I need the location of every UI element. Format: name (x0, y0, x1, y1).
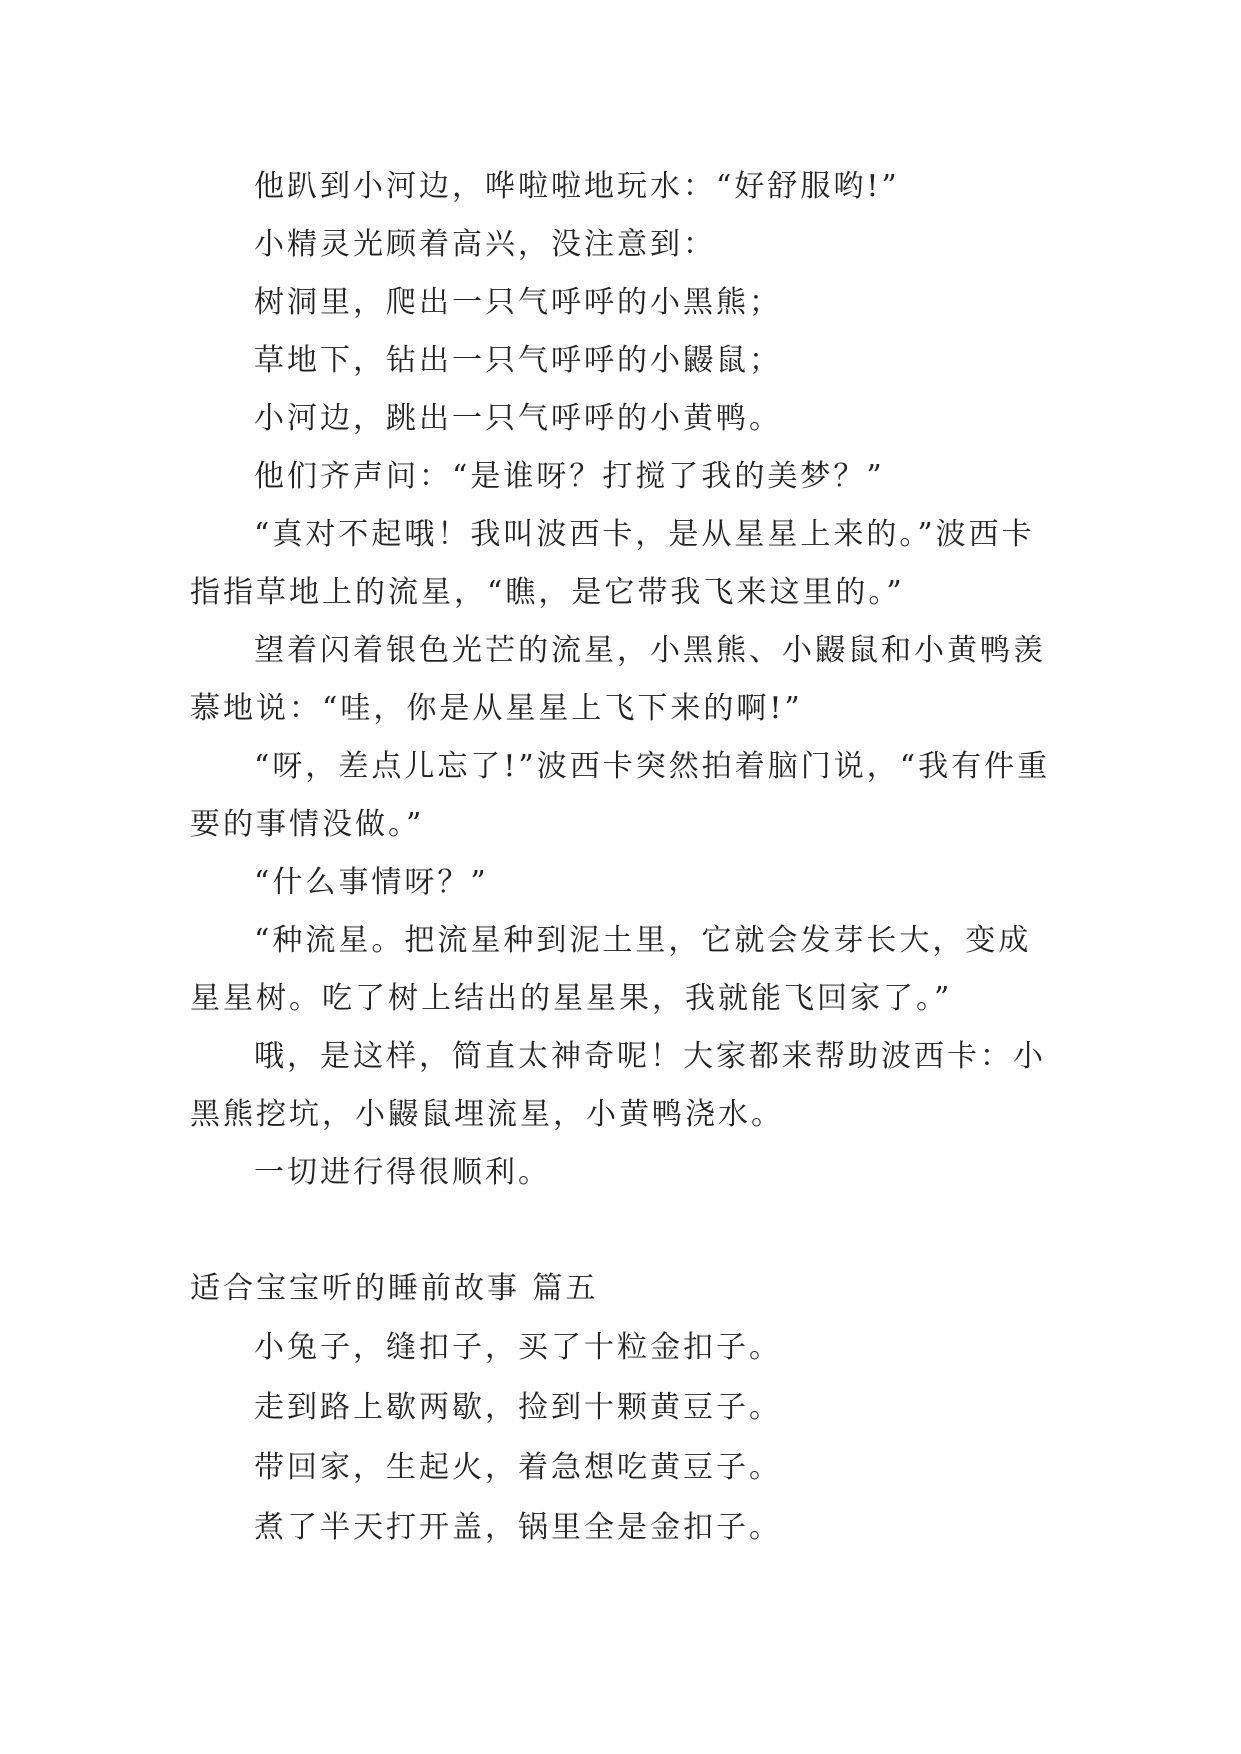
paragraph: “真对不起哦！我叫波西卡，是从星星上来的。”波西卡指指草地上的流星，“瞧，是它带我飞来这里的。” (190, 517, 1035, 610)
paragraph: 他趴到小河边，哗啦啦地玩水：“好舒服哟!” (254, 169, 900, 204)
verse-line: 走到路上歇两歇，捡到十颗黄豆子。 (254, 1390, 782, 1425)
document-body (190, 158, 1060, 1558)
paragraph: “呀，差点儿忘了!”波西卡突然拍着脑门说，“我有件重要的事情没做。” (190, 749, 1051, 842)
paragraph: 哦，是这样，简直太神奇呢！大家都来帮助波西卡：小黑熊挖坑，小鼹鼠埋流星，小黄鸭浇水。 (190, 1039, 1046, 1132)
paragraph: 他们齐声问：“是谁呀？打搅了我的美梦？” (254, 459, 885, 494)
verse-line: 小兔子，缝扣子，买了十粒金扣子。 (254, 1330, 782, 1365)
paragraph: 树洞里，爬出一只气呼呼的小黑熊； (254, 285, 782, 320)
paragraph: 小河边，跳出一只气呼呼的小黄鸭。 (254, 401, 782, 436)
verse-line: 煮了半天打开盖，锅里全是金扣子。 (254, 1510, 782, 1545)
paragraph: “种流星。把流星种到泥土里，它就会发芽长大，变成星星树。吃了树上结出的星星果，我就能飞回家了。” (190, 923, 1032, 1016)
paragraph: 草地下，钻出一只气呼呼的小鼹鼠； (254, 343, 782, 378)
paragraph: 望着闪着银色光芒的流星，小黑熊、小鼹鼠和小黄鸭羡慕地说：“哇，你是从星星上飞下来的啊!” (190, 633, 1046, 726)
section-heading: 适合宝宝听的睡前故事 篇五 (190, 1271, 599, 1306)
paragraph: 小精灵光顾着高兴，没注意到： (254, 227, 716, 262)
paragraph: “什么事情呀？” (254, 865, 489, 900)
paragraph: 一切进行得很顺利。 (254, 1155, 551, 1190)
verse-line: 带回家，生起火，着急想吃黄豆子。 (254, 1450, 782, 1485)
